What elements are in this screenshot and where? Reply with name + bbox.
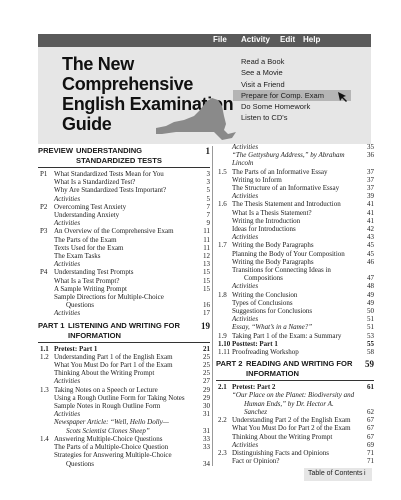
toc-page-number: 15 (203, 268, 210, 277)
menu-item[interactable]: Listen to CD's (241, 113, 288, 123)
toc-number: PART 1 (38, 320, 65, 330)
toc-entry[interactable] (216, 209, 374, 217)
toc-page-number: 71 (367, 457, 374, 466)
toc-title: Activities (54, 410, 81, 419)
footer-label: Table of Contents (308, 470, 363, 477)
toc-page-number: 42 (367, 225, 374, 234)
toc-title: Fact or Opinion? (232, 457, 280, 466)
mouse-cursor-icon (337, 91, 349, 103)
toc-page-number: 69 (367, 440, 374, 449)
toc-title: Activities (54, 219, 81, 228)
toc-entry[interactable] (38, 252, 210, 260)
toc-entry[interactable] (38, 219, 210, 227)
toc-number: P2 (40, 202, 48, 211)
new-york-state-map-icon (154, 96, 238, 146)
toc-number: PART 2 (216, 359, 243, 369)
toc-number: P1 (40, 170, 48, 178)
toc-page-number: 41 (367, 208, 374, 217)
toc-page-number: 47 (367, 274, 374, 283)
menu-help[interactable]: Help (303, 35, 321, 44)
toc-title: Activities (232, 282, 259, 291)
toc-entry[interactable] (216, 391, 374, 416)
toc-title: What Standardized Tests Mean for You (54, 170, 164, 178)
toc-page-number: 59 (365, 359, 374, 370)
toc-entry[interactable] (216, 323, 374, 331)
toc-page-number: 16 (203, 301, 210, 310)
menu-item[interactable]: Visit a Friend (241, 79, 285, 89)
toc-title: Activities (54, 194, 81, 203)
toc-title: The Structure of an Informative Essay (232, 184, 340, 193)
toc-page-number: 36 (367, 151, 374, 160)
toc-page-number: 39 (367, 192, 374, 201)
toc-entry[interactable] (216, 184, 374, 192)
column-divider (212, 146, 213, 466)
toc-entry[interactable] (216, 250, 374, 258)
toc-entry[interactable] (38, 236, 210, 244)
toc-section-heading[interactable] (38, 321, 210, 341)
toc-entry[interactable] (38, 268, 210, 276)
menu-file[interactable]: File (213, 35, 227, 44)
menu-bar (38, 34, 371, 47)
toc-section-heading[interactable] (38, 146, 210, 166)
toc-title: “The Gettysburg Address,” by Abraham Lincoln (232, 151, 345, 168)
toc-title: Newspaper Article: “Well, Hello Dolly— (54, 418, 169, 427)
section-rule (38, 167, 210, 168)
toc-entry[interactable] (38, 435, 210, 443)
toc-entry[interactable] (38, 402, 210, 410)
toc-page-number: 61 (367, 383, 374, 392)
toc-number: 1.8 (218, 290, 227, 299)
toc-page-number: 15 (203, 276, 210, 285)
toc-page-number: 25 (203, 369, 210, 378)
toc-title: Using a Rough Outline Form for Taking Notes (54, 393, 185, 402)
toc-page-number: 19 (201, 320, 210, 331)
toc-title: Taking Notes on a Speech or Lecture (54, 385, 158, 394)
toc-entry[interactable] (216, 307, 374, 315)
toc-title: Pretest: Part 2 (232, 383, 276, 392)
toc-entry[interactable] (216, 441, 374, 449)
menu-item[interactable]: Read a Book (241, 57, 285, 66)
toc-number: 2.2 (218, 416, 227, 425)
toc-title: Activities (232, 192, 259, 201)
toc-left-column (38, 143, 210, 468)
toc-page-number: 11 (203, 227, 210, 236)
toc-page-number: 21 (203, 344, 210, 353)
toc-page-number: 46 (367, 257, 374, 266)
toc-page-number: 43 (367, 233, 374, 242)
toc-page-number: 45 (367, 241, 374, 250)
toc-number: 1.5 (218, 167, 227, 176)
toc-title-continued: Compositions (244, 274, 283, 283)
toc-page-number: 13 (203, 260, 210, 269)
toc-page-number: 53 (367, 331, 374, 340)
toc-page-number: 71 (367, 448, 374, 457)
toc-entry[interactable] (216, 282, 374, 290)
toc-title: The Exam Tasks (54, 252, 101, 261)
toc-page-number: 67 (367, 432, 374, 441)
toc-page-number: 25 (203, 361, 210, 370)
toc-title: The Thesis Statement and Introduction (232, 200, 341, 209)
toc-entry[interactable] (216, 383, 374, 391)
toc-page-number: 41 (367, 216, 374, 225)
toc-title: Understanding Test Prompts (54, 268, 134, 277)
toc-title: Understanding Part 1 of the English Exam (54, 352, 173, 361)
toc-title: What Is a Standardized Test? (54, 178, 136, 187)
toc-entry[interactable] (38, 227, 210, 235)
menu-item[interactable]: Do Some Homework (241, 102, 311, 112)
menu-item[interactable]: See a Movie (241, 68, 283, 78)
toc-entry[interactable] (38, 451, 210, 467)
toc-entry[interactable] (38, 277, 210, 285)
toc-page-number: 11 (203, 235, 210, 244)
toc-entry[interactable] (38, 309, 210, 317)
toc-title: Answering Multiple-Choice Questions (54, 434, 163, 443)
toc-number: 1.3 (40, 385, 49, 394)
section-rule (216, 380, 374, 381)
toc-page-number: 50 (367, 307, 374, 316)
toc-entry[interactable] (216, 433, 374, 441)
toc-entry[interactable] (216, 217, 374, 225)
toc-title-continued: Human Ends,” by Dr. Hector A. Sanchez (244, 399, 334, 416)
toc-page-number: 58 (367, 348, 374, 357)
toc-entry[interactable] (216, 348, 374, 356)
toc-entry[interactable] (38, 377, 210, 385)
toc-entry[interactable] (216, 168, 374, 176)
toc-section-heading[interactable] (216, 359, 374, 379)
toc-entry[interactable] (38, 260, 210, 268)
toc-entry[interactable] (216, 315, 374, 323)
toc-title: Why Are Standardized Tests Important? (54, 186, 167, 195)
toc-page-number: 37 (367, 175, 374, 184)
toc-page-number: 45 (367, 249, 374, 258)
toc-title: “Our Place on the Planet: Biodiversity and (232, 391, 355, 400)
toc-page-number: 7 (206, 202, 210, 211)
toc-entry[interactable] (38, 443, 210, 451)
toc-page-number: 37 (367, 167, 374, 176)
toc-number: P3 (40, 227, 48, 236)
toc-entry[interactable] (38, 386, 210, 394)
toc-title: Writing the Body Paragraphs (232, 241, 314, 250)
toc-page-number: 3 (206, 170, 210, 178)
toc-entry[interactable] (38, 195, 210, 203)
toc-page-number: 49 (367, 290, 374, 299)
toc-entry[interactable] (38, 203, 210, 211)
toc-entry[interactable] (38, 244, 210, 252)
toc-page-number: 67 (367, 424, 374, 433)
toc-number: 1.11 (218, 348, 230, 357)
toc-title: Activities (232, 440, 259, 449)
toc-page-number: 49 (367, 298, 374, 307)
toc-entry[interactable] (216, 233, 374, 241)
toc-entry[interactable] (216, 192, 374, 200)
toc-title: READING AND WRITING FOR INFORMATION (246, 359, 353, 379)
toc-title: Understanding Part 2 of the English Exam (232, 416, 351, 425)
toc-title-continued: Scots Scientist Clones Sheep” (66, 426, 150, 435)
toc-entry[interactable] (216, 449, 374, 457)
toc-entry[interactable] (216, 176, 374, 184)
toc-number: 1.4 (40, 434, 49, 443)
toc-right-column (216, 143, 374, 465)
menu-activity[interactable]: Activity (241, 35, 270, 44)
toc-title: LISTENING AND WRITING FOR INFORMATION (68, 320, 180, 340)
toc-title: Posttest: Part 1 (232, 339, 278, 348)
toc-page-number: 29 (203, 385, 210, 394)
toc-page-number: 35 (367, 143, 374, 151)
toc-entry[interactable] (38, 186, 210, 194)
section-rule (38, 342, 210, 343)
toc-title: Proofreading Workshop (232, 348, 299, 357)
toc-page-number: 55 (367, 339, 374, 348)
toc-number: 1.1 (40, 344, 49, 353)
activity-dropdown (233, 56, 351, 124)
toc-page-number: 51 (367, 315, 374, 324)
toc-title: Understanding Anxiety (54, 211, 120, 220)
toc-number: 1.2 (40, 352, 49, 361)
toc-number: 1.10 (218, 339, 231, 348)
toc-entry[interactable] (216, 457, 374, 465)
toc-entry[interactable] (216, 241, 374, 249)
toc-title: Thinking About the Writing Prompt (232, 432, 333, 441)
toc-page-number: 33 (203, 434, 210, 443)
toc-title: An Overview of the Comprehensive Exam (54, 227, 174, 236)
toc-entry[interactable] (216, 340, 374, 348)
toc-page-number: 67 (367, 416, 374, 425)
toc-entry[interactable] (38, 418, 210, 434)
toc-title: Activities (232, 233, 259, 242)
toc-entry[interactable] (38, 285, 210, 293)
toc-entry[interactable] (38, 345, 210, 353)
toc-title: Suggestions for Conclusions (232, 307, 313, 316)
toc-title: Transitions for Connecting Ideas in (232, 266, 331, 275)
toc-page-number: 12 (203, 252, 210, 261)
toc-page-number: 48 (367, 282, 374, 291)
toc-page-number: 17 (203, 309, 210, 318)
toc-page-number: 29 (203, 393, 210, 402)
footer-tab (304, 468, 372, 481)
toc-page-number: 41 (367, 200, 374, 209)
toc-page-number: 30 (203, 402, 210, 411)
toc-entry[interactable] (38, 178, 210, 186)
toc-page-number: 31 (203, 426, 210, 435)
toc-title: Types of Conclusions (232, 298, 293, 307)
toc-page-number: 5 (206, 186, 210, 195)
toc-title: A Sample Writing Prompt (54, 284, 127, 293)
toc-title: Taking Part 1 of the Exam: a Summary (232, 331, 342, 340)
title-line-3: Guide (62, 114, 112, 134)
toc-title: Activities (54, 377, 81, 386)
toc-page-number: 33 (203, 443, 210, 452)
toc-page-number: 25 (203, 352, 210, 361)
toc-title: Activities (54, 260, 81, 269)
toc-page-number: 37 (367, 184, 374, 193)
title-line-2: English Examination (62, 94, 234, 114)
toc-page-number: 11 (203, 243, 210, 252)
toc-title: UNDERSTANDING STANDARDIZED TESTS (76, 146, 162, 165)
toc-entry[interactable] (216, 225, 374, 233)
toc-entry[interactable] (216, 332, 374, 340)
toc-title: What Is a Thesis Statement? (232, 208, 312, 217)
toc-title: What You Must Do for Part 1 of the Exam (54, 361, 173, 370)
toc-page-number: 27 (203, 377, 210, 386)
toc-title: Essay, “What’s in a Name?” (232, 323, 313, 332)
toc-entry[interactable] (216, 258, 374, 266)
title-line-1: The New Comprehensive (62, 54, 194, 94)
toc-title: Overcoming Test Anxiety (54, 202, 127, 211)
toc-page-number: 5 (206, 194, 210, 203)
toc-number: P4 (40, 268, 48, 277)
toc-number: 1.6 (218, 200, 227, 209)
toc-page-number: 15 (203, 284, 210, 293)
toc-page-number: 3 (206, 178, 210, 187)
toc-number: 1.9 (218, 331, 227, 340)
toc-entry[interactable] (216, 200, 374, 208)
toc-page-number: 7 (206, 211, 210, 220)
toc-title: Writing the Body Paragraphs (232, 257, 314, 266)
toc-entry[interactable] (38, 293, 210, 309)
toc-title: Texts Used for the Exam (54, 243, 124, 252)
toc-title: Writing the Introduction (232, 216, 301, 225)
toc-title: Sample Directions for Multiple-Choice (54, 293, 164, 302)
toc-title: What You Must Do for Part 2 of the Exam (232, 424, 351, 433)
menu-item[interactable]: Prepare for Comp. Exam (233, 90, 351, 101)
toc-title: Writing the Conclusion (232, 290, 298, 299)
toc-title: Ideas for Introductions (232, 225, 296, 234)
toc-entry[interactable] (216, 143, 374, 151)
toc-entry[interactable] (216, 291, 374, 299)
header-panel (38, 34, 371, 144)
toc-entry[interactable] (38, 394, 210, 402)
toc-page-number: 31 (203, 410, 210, 419)
toc-entry[interactable] (216, 424, 374, 432)
toc-entry[interactable] (216, 266, 374, 282)
toc-entry[interactable] (38, 369, 210, 377)
toc-entry[interactable] (38, 361, 210, 369)
toc-entry[interactable] (216, 299, 374, 307)
toc-page-number: 34 (203, 459, 210, 468)
toc-entry[interactable] (38, 410, 210, 418)
toc-number: 2.1 (218, 383, 227, 392)
toc-entry[interactable] (38, 353, 210, 361)
footer-page-number: i (364, 470, 366, 477)
menu-edit[interactable]: Edit (280, 35, 296, 44)
toc-title: Planning the Body of Your Composition (232, 249, 345, 258)
toc-number: PREVIEW (38, 146, 74, 155)
toc-title: Distinguishing Facts and Opinions (232, 448, 330, 457)
toc-page-number: 62 (367, 407, 374, 416)
toc-number: 1.7 (218, 241, 227, 250)
toc-title: Activities (232, 315, 259, 324)
toc-title-continued: Questions (66, 301, 94, 310)
toc-page-number: 1 (205, 146, 210, 156)
toc-entry[interactable] (38, 170, 210, 178)
toc-entry[interactable] (38, 211, 210, 219)
toc-title: The Parts of the Exam (54, 235, 117, 244)
toc-page-number: 51 (367, 323, 374, 332)
toc-title: The Parts of an Informative Essay (232, 167, 328, 176)
toc-title: What Is a Test Prompt? (54, 276, 120, 285)
toc-title: The Parts of a Multiple-Choice Question (54, 443, 169, 452)
toc-title: Sample Notes in Rough Outline Form (54, 402, 161, 411)
toc-title: Writing to Inform (232, 175, 282, 184)
toc-entry[interactable] (216, 416, 374, 424)
toc-number: 2.3 (218, 448, 227, 457)
toc-title: Activities (232, 143, 259, 151)
toc-page-number: 9 (206, 219, 210, 228)
toc-title: Thinking About the Writing Prompt (54, 369, 155, 378)
toc-title: Strategies for Answering Multiple-Choice (54, 451, 172, 460)
toc-title-continued: Questions (66, 459, 94, 468)
toc-title: Activities (54, 309, 81, 318)
toc-entry[interactable] (216, 151, 374, 167)
toc-title: Pretest: Part 1 (54, 344, 98, 353)
